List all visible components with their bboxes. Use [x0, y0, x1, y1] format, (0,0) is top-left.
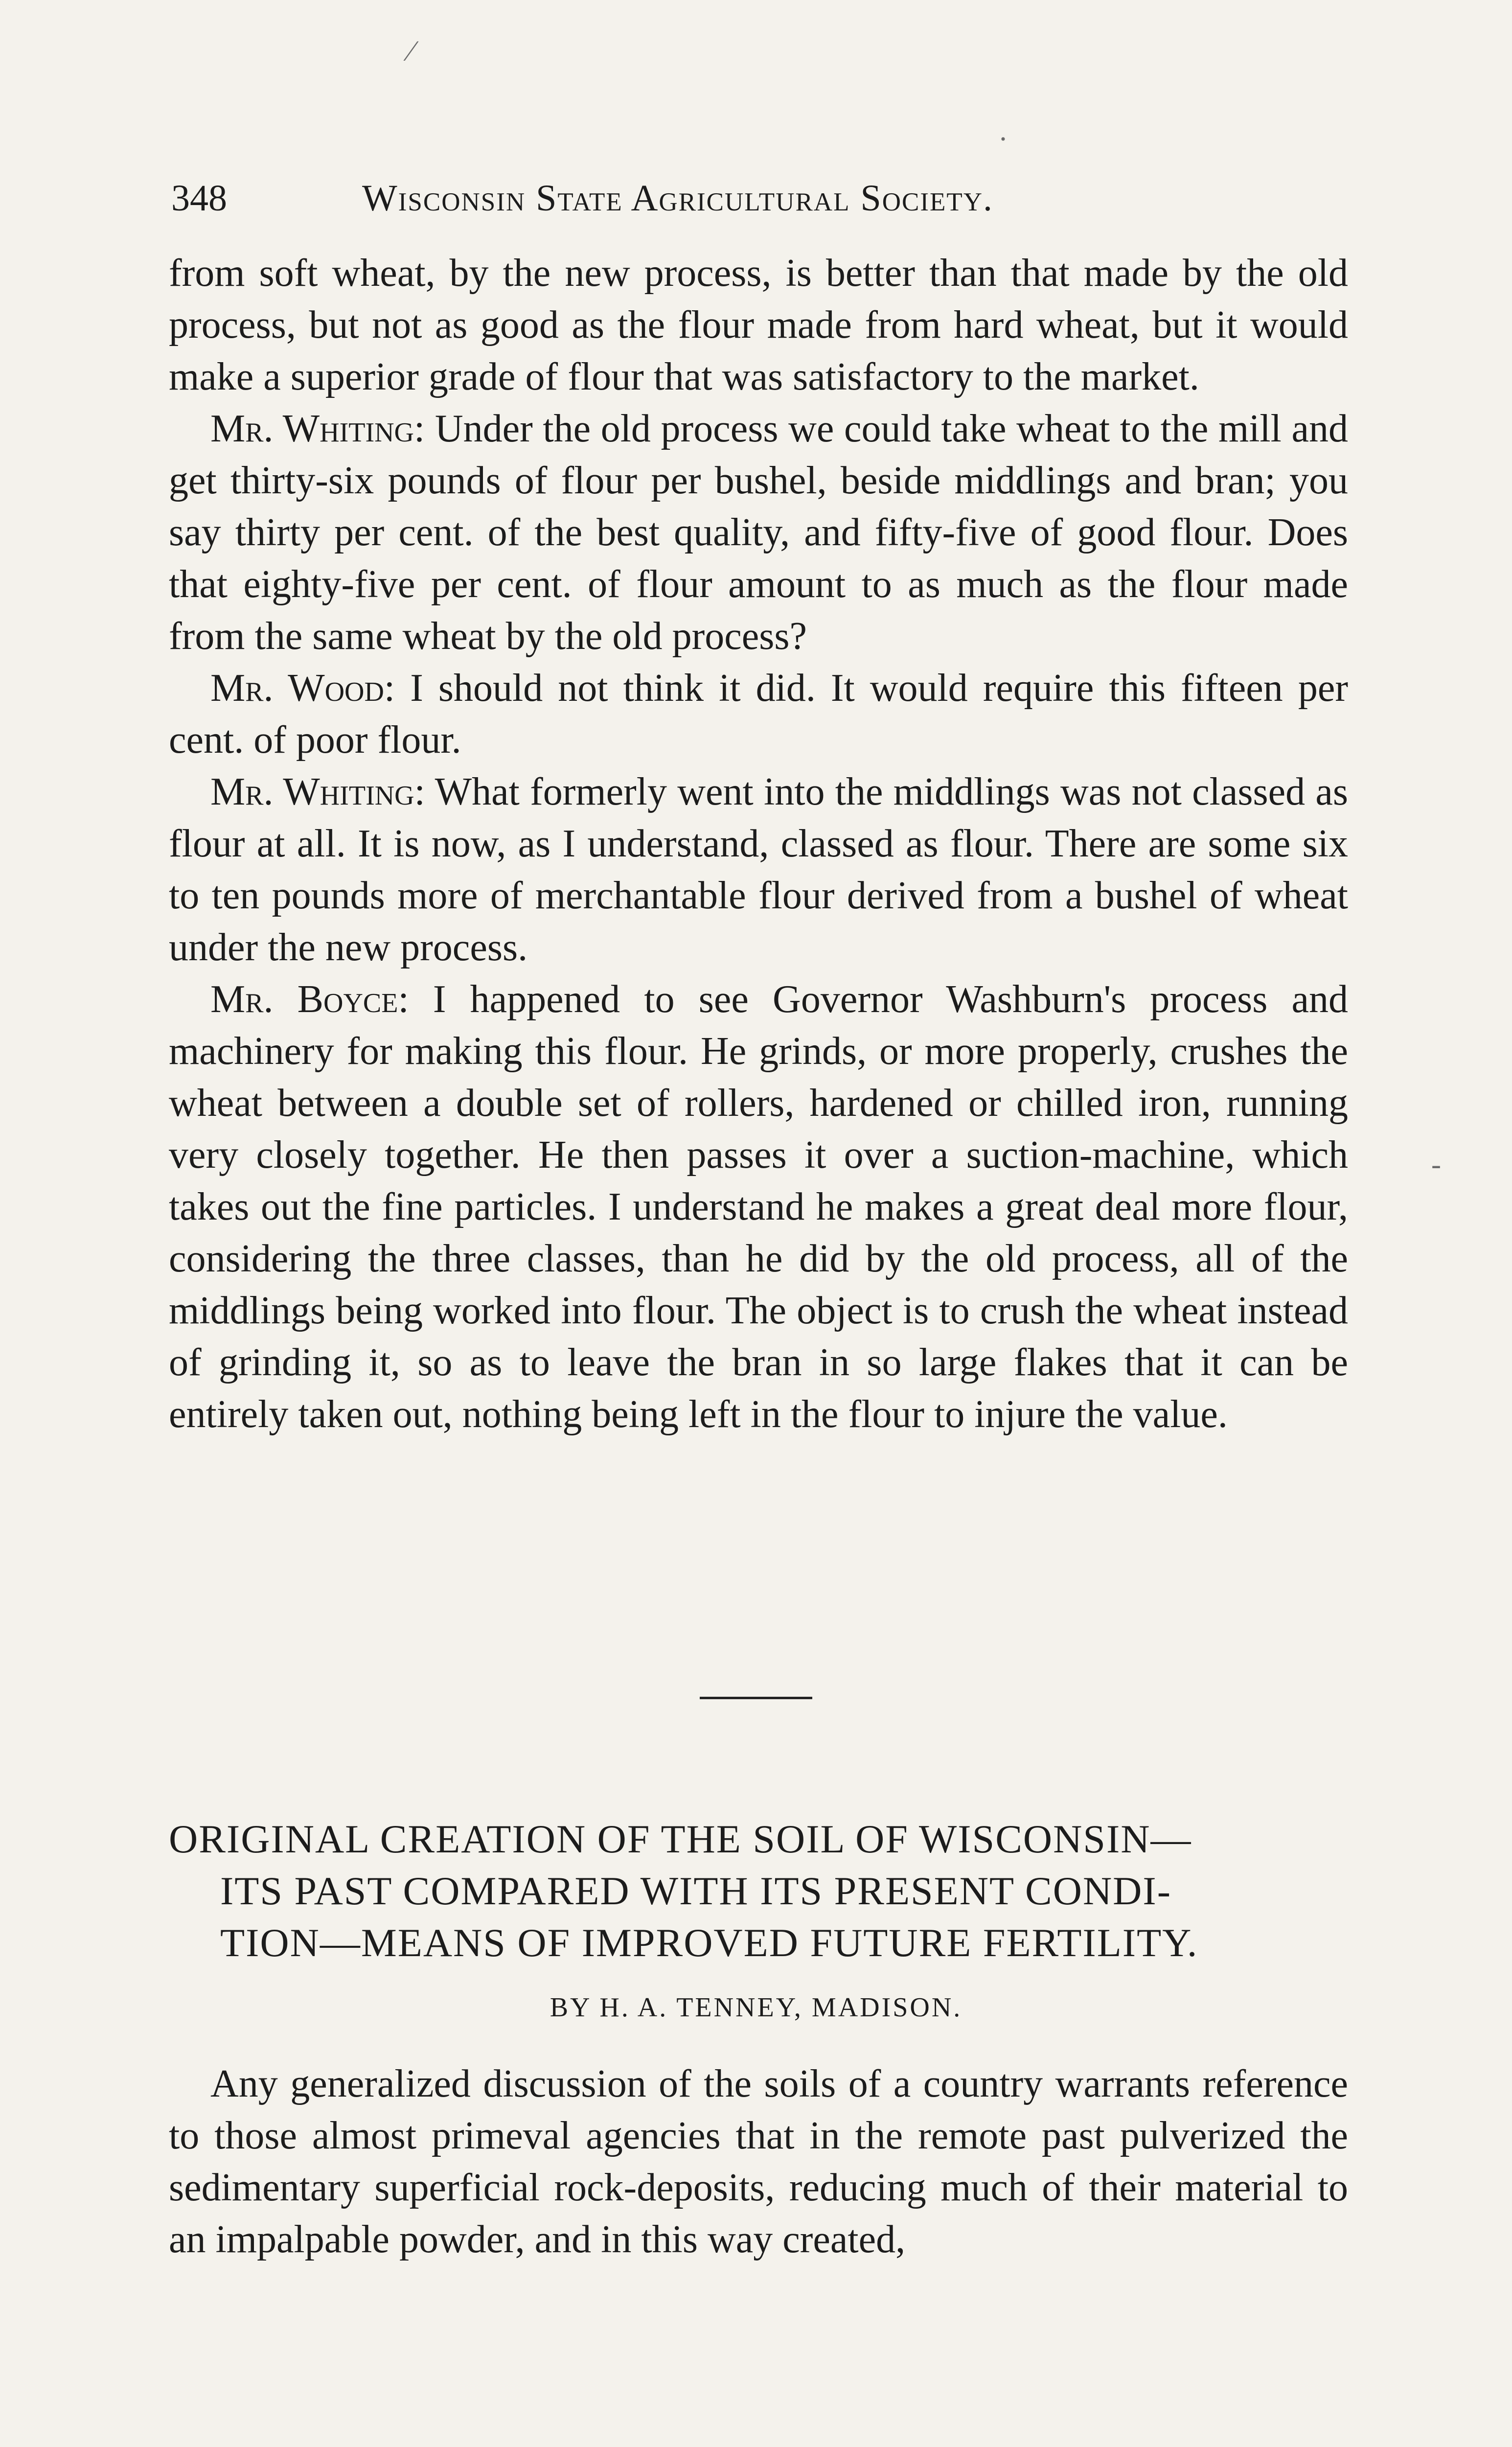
article-title-line-1: ORIGINAL CREATION OF THE SOIL OF WISCONSIN—: [169, 1817, 1192, 1861]
intro-paragraph: [169, 2058, 1348, 2265]
section-divider: [700, 1697, 812, 1699]
paragraph-whiting-question: [169, 403, 1348, 662]
speaker-name: Mr. Wood:: [210, 667, 395, 710]
paragraph-text: from soft wheat, by the new process, is better than that made by the old process, but not as good as the flour made from hard wheat, but it would make a superior grade of flour that was satisfactory to the market.: [169, 252, 1348, 398]
speaker-name: Mr. Whiting:: [210, 770, 425, 813]
article-title: [169, 1813, 1353, 1969]
scan-mark-top: ⁄: [409, 35, 414, 67]
paragraph-text: Under the old process we could take wheat to the mill and get thirty-six pounds of flour per bushel, beside middlings and bran; you say thirty per cent. of the best quality, and fifty-five of good flour. Does that eighty-five per cent. of flour amount to as much as the flour made from the same wheat by the old process?: [169, 407, 1348, 658]
paragraph-boyce-account: [169, 973, 1348, 1440]
paragraph-text: Any generalized discussion of the soils of a country warrants reference to those almost primeval agencies that in the remote past pulverized the sedimentary superficial rock-deposits, reducing much of their material to an impalpable powder, and in this way created,: [169, 2062, 1348, 2261]
scan-mark-margin: -: [1431, 1148, 1441, 1180]
discussion-text: [169, 247, 1348, 1440]
running-title: Wisconsin State Agricultural Society.: [362, 178, 994, 219]
article-byline: BY H. A. TENNEY, MADISON.: [550, 1992, 962, 2023]
paragraph-continued: [169, 247, 1348, 403]
paragraph-text: I should not think it did. It would require this fifteen per cent. of poor flour.: [169, 667, 1348, 762]
speaker-name: Mr. Whiting:: [210, 407, 425, 450]
scan-mark-header: ·: [998, 123, 1008, 155]
article-title-line-2: ITS PAST COMPARED WITH ITS PRESENT CONDI-: [220, 1869, 1172, 1913]
page-number: 348: [171, 178, 227, 219]
paragraph-wood-reply: [169, 662, 1348, 766]
paragraph-whiting-remark: [169, 766, 1348, 973]
page-header: [171, 171, 1355, 225]
article-intro: [169, 2058, 1348, 2265]
paragraph-text: What formerly went into the middlings was not classed as flour at all. It is now, as I understand, classed as flour. There are some six to ten pounds more of merchantable flour derived from a bushel of wheat under the new process.: [169, 770, 1348, 969]
article-title-line-3: TION—MEANS OF IMPROVED FUTURE FERTILITY.: [220, 1920, 1198, 1965]
speaker-name: Mr. Boyce:: [210, 978, 409, 1021]
paragraph-text: I happened to see Governor Washburn's process and machinery for making this flour. He grinds, or more properly, crushes the wheat between a double set of rollers, hardened or chilled iron, running very closely together. He then passes it over a suction-machine, which takes out the fine particles. I understand he makes a great deal more flour, considering the three classes, than he did by the old process, all of the middlings being worked into flour. The object is to crush the wheat instead of grinding it, so as to leave the bran in so large flakes that it can be entirely taken out, nothing being left in the flour to injure the value.: [169, 978, 1349, 1436]
